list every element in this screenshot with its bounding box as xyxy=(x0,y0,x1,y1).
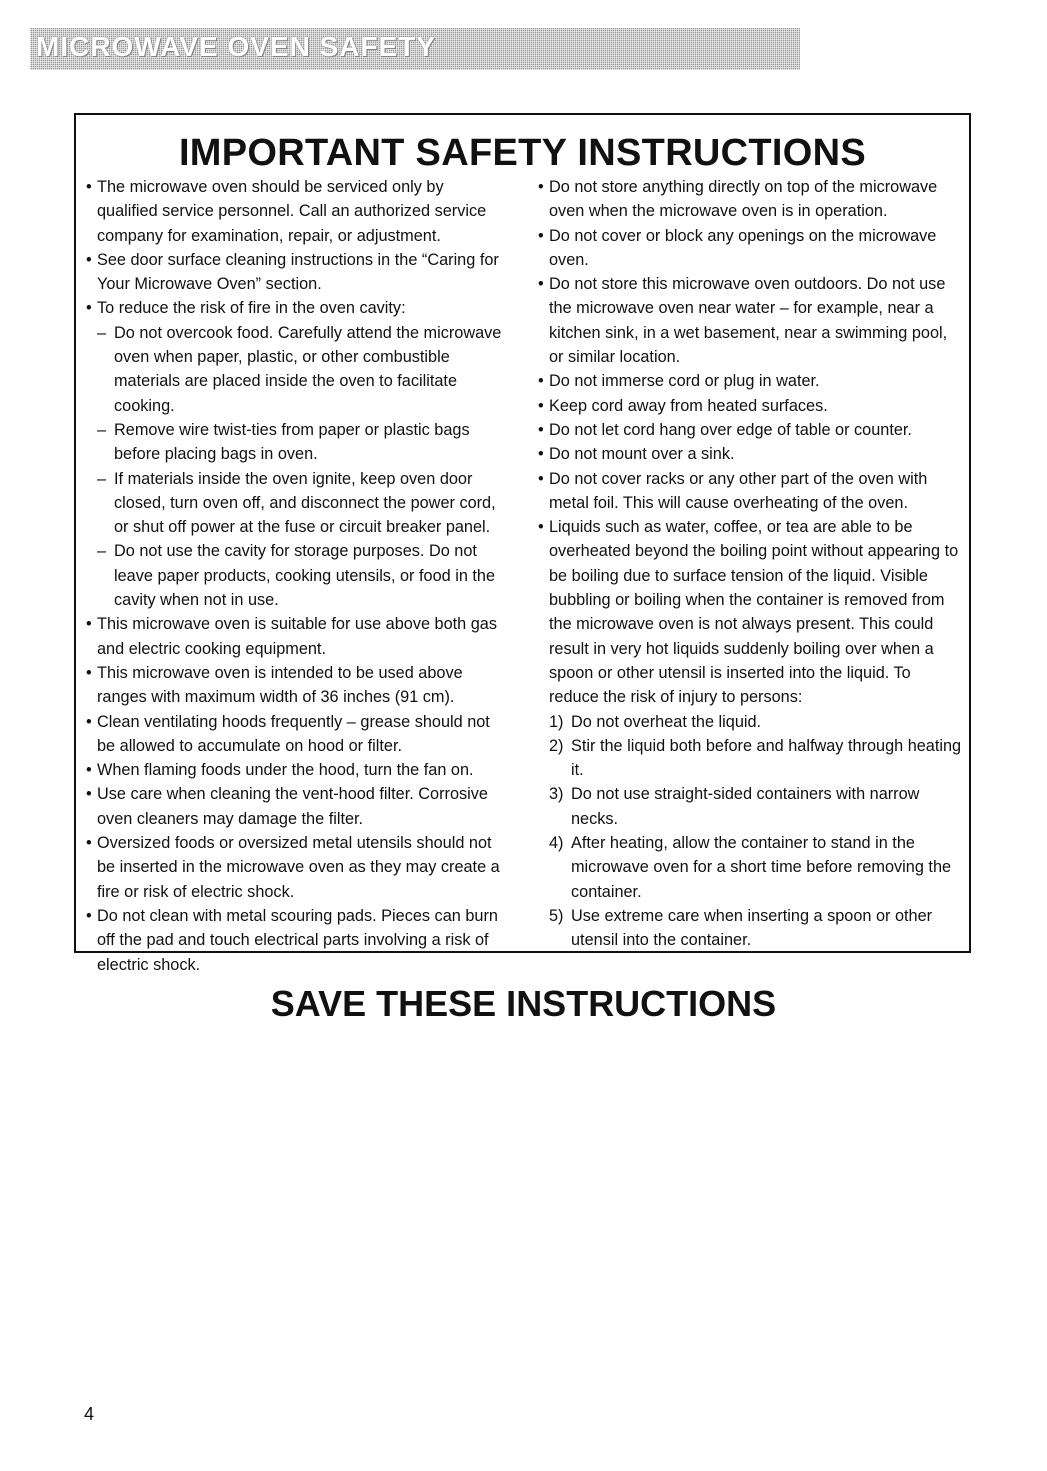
item-text: When flaming foods under the hood, turn the fan on. xyxy=(97,761,474,780)
bullet-icon: • xyxy=(86,615,92,634)
list-item xyxy=(82,710,507,759)
sub-item xyxy=(82,418,507,467)
right-column xyxy=(534,175,964,953)
item-text: Use care when cleaning the vent-hood filter. Corrosive oven cleaners may damage the filter. xyxy=(97,785,488,828)
item-text: Liquids such as water, coffee, or tea are able to be overheated beyond the boiling point without appearing to be boiling due to surface tension of the liquid. Visible bubbling or boiling when the container is removed from the microwave oven is not always present. This could result in very hot liquids suddenly boiling over when a spoon or other utensil is inserted into the liquid. To reduce the risk of injury to persons: xyxy=(549,518,959,707)
list-item xyxy=(534,272,964,369)
dash-icon: – xyxy=(97,469,107,488)
bullet-icon: • xyxy=(86,906,92,925)
step-number: 3) xyxy=(549,785,564,804)
item-text: Do not let cord hang over edge of table or counter. xyxy=(549,420,912,439)
list-item xyxy=(82,758,507,782)
bullet-icon: • xyxy=(86,663,92,682)
list-item xyxy=(534,175,964,224)
bullet-icon: • xyxy=(538,178,544,196)
step-text: Do not use straight-sided containers with narrow necks. xyxy=(571,785,920,828)
dash-icon: – xyxy=(97,542,107,561)
list-item xyxy=(82,661,507,710)
numbered-step xyxy=(534,904,964,953)
section-title: MICROWAVE OVEN SAFETY xyxy=(36,31,437,62)
step-text: After heating, allow the container to stand in the microwave oven for a short time before removing the container. xyxy=(571,834,952,901)
bullet-icon: • xyxy=(538,372,544,391)
bullet-icon: • xyxy=(86,834,92,853)
step-number: 1) xyxy=(549,712,564,731)
list-item xyxy=(534,467,964,516)
list-item xyxy=(82,296,507,320)
item-text: Do not store anything directly on top of the microwave oven when the microwave oven is in operation. xyxy=(549,178,938,221)
step-number: 4) xyxy=(549,834,564,853)
bullet-icon: • xyxy=(538,420,544,439)
sub-item-text: Do not use the cavity for storage purposes. Do not leave paper products, cooking utensils, or food in the cavity when not in use. xyxy=(114,542,496,610)
list-item xyxy=(534,394,964,418)
list-item xyxy=(82,175,507,248)
left-column xyxy=(82,175,507,977)
sub-item-text: Do not overcook food. Carefully attend the microwave oven when paper, plastic, or other combustible materials are placed inside the oven to facilitate cooking. xyxy=(114,323,502,415)
list-item xyxy=(82,782,507,831)
item-text: Do not store this microwave oven outdoors. Do not use the microwave oven near water – for example, near a kitchen sink, in a wet basement, near a swimming pool, or similar location. xyxy=(549,275,948,367)
item-text: Clean ventilating hoods frequently – grease should not be allowed to accumulate on hood or filter. xyxy=(97,712,490,755)
list-item xyxy=(82,831,507,904)
bullet-icon: • xyxy=(86,712,92,731)
sub-item xyxy=(82,321,507,418)
list-item xyxy=(82,248,507,297)
bullet-icon: • xyxy=(86,178,92,196)
page-number: 4 xyxy=(84,1404,95,1424)
bullet-icon: • xyxy=(538,275,544,294)
sub-item xyxy=(82,539,507,612)
item-text: The microwave oven should be serviced only by qualified service personnel. Call an authorized service company for examination, repair, or adjustment. xyxy=(97,178,487,245)
item-text: Do not clean with metal scouring pads. Pieces can burn off the pad and touch electrical parts involving a risk of electric shock. xyxy=(97,906,498,974)
list-item xyxy=(82,904,507,977)
step-number: 2) xyxy=(549,736,564,755)
bullet-icon: • xyxy=(538,445,544,464)
item-text: See door surface cleaning instructions in the “Caring for Your Microwave Oven” section. xyxy=(97,250,499,294)
list-item xyxy=(82,612,507,661)
item-text: Keep cord away from heated surfaces. xyxy=(549,396,828,415)
item-text: Do not mount over a sink. xyxy=(549,445,735,464)
step-text: Use extreme care when inserting a spoon or other utensil into the container. xyxy=(571,906,933,950)
item-text: This microwave oven is suitable for use above both gas and electric cooking equipment. xyxy=(97,615,498,658)
bullet-icon: • xyxy=(86,761,92,780)
bullet-icon: • xyxy=(538,469,544,488)
main-title: IMPORTANT SAFETY INSTRUCTIONS xyxy=(178,132,867,174)
numbered-step xyxy=(534,831,964,904)
item-text: Do not cover or block any openings on the microwave oven. xyxy=(549,226,937,269)
safety-instructions-box xyxy=(74,113,971,974)
sub-item xyxy=(82,467,507,540)
save-instructions-title: SAVE THESE INSTRUCTIONS xyxy=(270,983,777,1024)
item-text: Oversized foods or oversized metal utensils should not be inserted in the microwave oven as they may create a fire or risk of electric shock. xyxy=(97,834,500,901)
sub-item-text: If materials inside the oven ignite, keep oven door closed, turn oven off, and disconnect the power cord, or shut off power at the fuse or circuit breaker panel. xyxy=(114,469,496,537)
bullet-icon: • xyxy=(538,518,544,537)
step-number: 5) xyxy=(549,906,564,925)
bullet-icon: • xyxy=(86,785,92,804)
step-text: Do not overheat the liquid. xyxy=(571,712,762,731)
dash-icon: – xyxy=(97,323,107,342)
list-item xyxy=(534,515,964,709)
dash-icon: – xyxy=(97,420,107,439)
item-text: This microwave oven is intended to be used above ranges with maximum width of 36 inches (91 cm). xyxy=(97,663,463,707)
list-item xyxy=(534,224,964,273)
step-text: Stir the liquid both before and halfway through heating it. xyxy=(571,736,962,780)
numbered-step xyxy=(534,782,964,831)
bullet-icon: • xyxy=(538,226,544,245)
list-item xyxy=(534,369,964,393)
item-text: Do not cover racks or any other part of the oven with metal foil. This will cause overheating of the oven. xyxy=(549,469,928,512)
bullet-icon: • xyxy=(86,250,92,269)
sub-item-text: Remove wire twist-ties from paper or plastic bags before placing bags in oven. xyxy=(114,420,470,464)
numbered-step xyxy=(534,710,964,734)
item-text: To reduce the risk of fire in the oven cavity: xyxy=(97,299,406,318)
bullet-icon: • xyxy=(86,299,92,318)
list-item xyxy=(534,418,964,442)
list-item xyxy=(534,442,964,466)
item-text: Do not immerse cord or plug in water. xyxy=(549,372,820,391)
bullet-icon: • xyxy=(538,396,544,415)
numbered-step xyxy=(534,734,964,783)
